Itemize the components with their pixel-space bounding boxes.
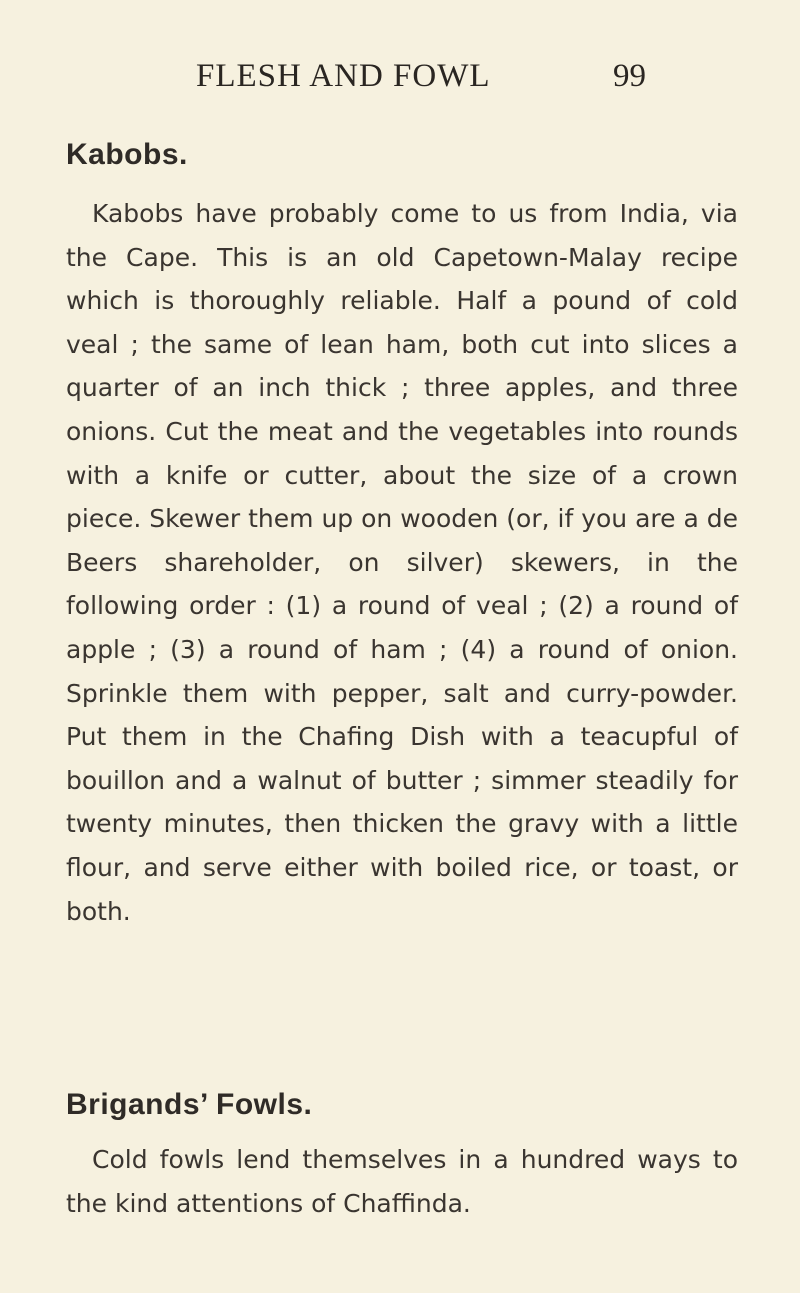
paragraph-brigands-fowls: Cold fowls lend themselves in a hundred ways to the kind attentions of Chaffinda. xyxy=(66,1145,738,1218)
running-header xyxy=(0,56,800,106)
section-heading-brigands-fowls: Brigands’ Fowls. xyxy=(66,1088,313,1121)
section-heading-kabobs: Kabobs. xyxy=(66,138,188,171)
page-number: 99 xyxy=(613,58,646,94)
paragraph-kabobs: Kabobs have probably come to us from India, via the Cape. This is an old Capetown-Malay recipe which is thoroughly reliable. Half a pound of cold veal ; the same of lean ham, both cut into slices a quarter of an inch thick ; three apples, and three onions. Cut the meat and the vegetables into rounds with a knife or cutter, about the size of a crown piece. Skewer them up on wooden (or, if you are a de Beers shareholder, on silver) skewers, in the following order : (1) a round of veal ; (2) a round of apple ; (3) a round of ham ; (4) a round of onion. Sprinkle them with pepper, salt and curry-powder. Put them in the Chafing Dish with a teacupful of bouillon and a walnut of butter ; simmer steadily for twenty minutes, then thicken the gravy with a little flour, and serve either with boiled rice, or toast, or both. xyxy=(66,199,738,926)
running-title: FLESH AND FOWL xyxy=(196,58,491,94)
